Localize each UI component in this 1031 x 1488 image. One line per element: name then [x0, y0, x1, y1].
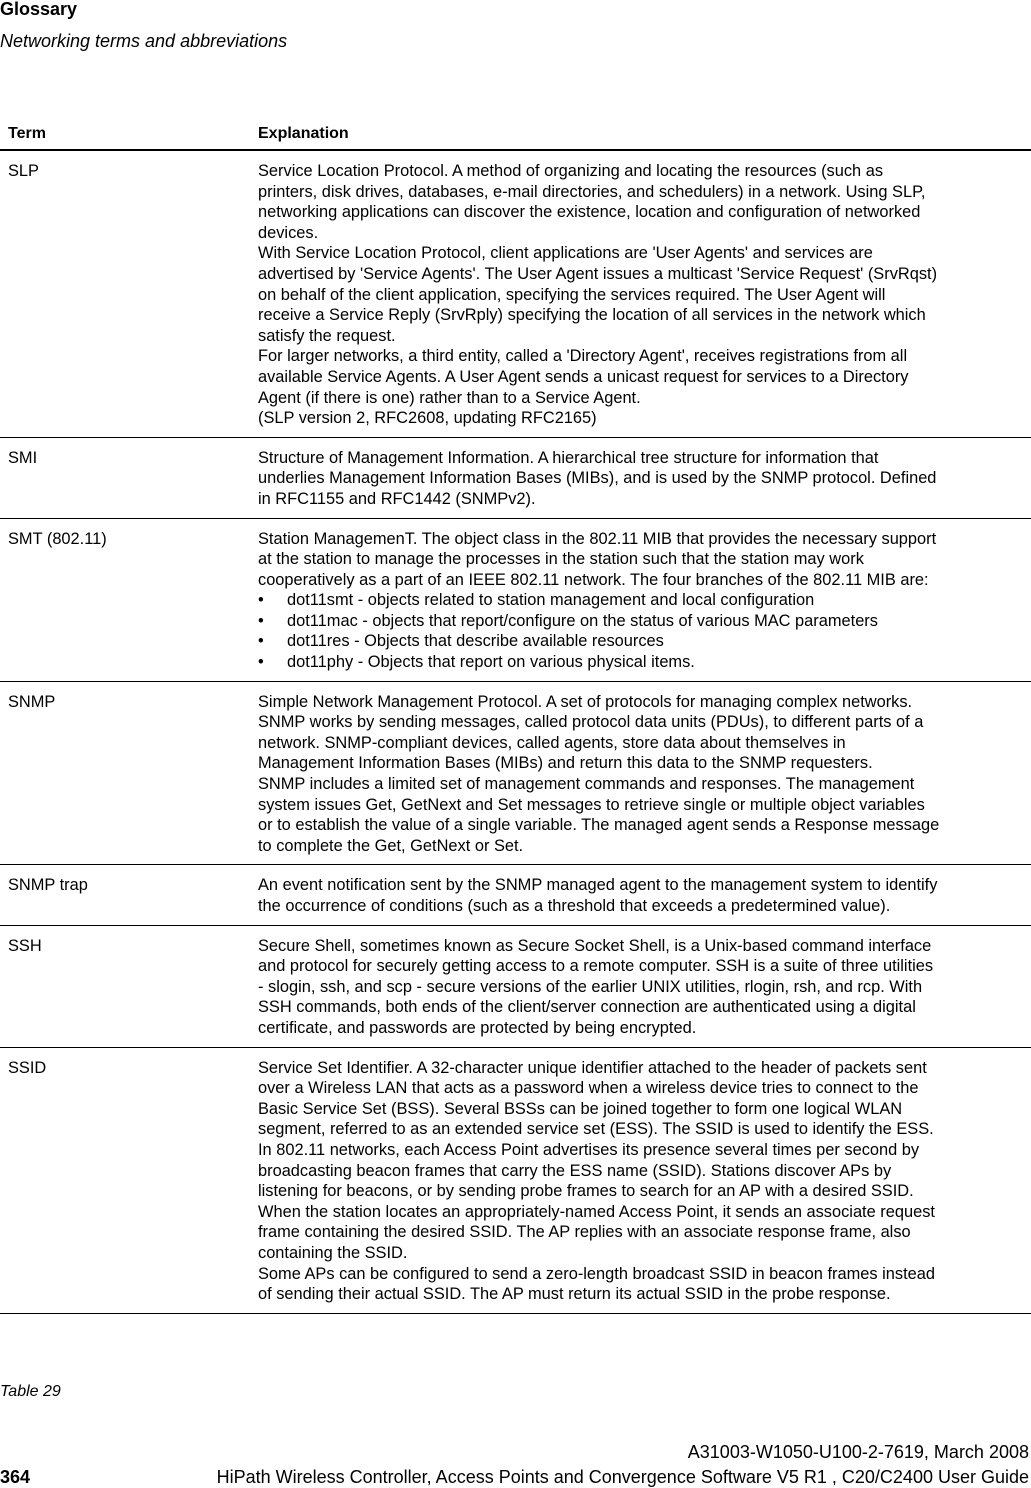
bullet-item: [258, 631, 1031, 652]
explanation-line: listening for beacons, or by sending probe frames to search for an AP with a desired SSID.: [258, 1182, 914, 1201]
explanation-line: to complete the Get, GetNext or Set.: [258, 836, 524, 855]
bullet-text: dot11res - Objects that describe available resources: [287, 632, 664, 651]
explanation-line: and protocol for securely getting access to a remote computer. SSH is a suite of three utilities: [258, 957, 934, 976]
explanation-line: available Service Agents. A User Agent sends a unicast request for services to a Directory: [258, 367, 909, 386]
explanation-line: or to establish the value of a single variable. The managed agent sends a Response message: [258, 816, 940, 835]
explanation-line: Service Set Identifier. A 32-character unique identifier attached to the header of packets sent: [258, 1058, 927, 1077]
explanation-line: When the station locates an appropriately-named Access Point, it sends an associate request: [258, 1202, 935, 1221]
explanation-cell: [258, 1058, 1031, 1305]
bullet-icon: •: [258, 591, 264, 610]
bullet-item: [258, 652, 1031, 673]
explanation-line: segment, referred to as an extended service set (ESS). The SSID is used to identify the ESS.: [258, 1120, 934, 1139]
explanation-line: advertised by 'Service Agents'. The User Agent issues a multicast 'Service Request' (SrvRqst): [258, 264, 938, 283]
explanation-line: An event notification sent by the SNMP managed agent to the management system to identify: [258, 876, 938, 895]
explanation-line: SSH commands, both ends of the client/server connection are authenticated using a digital: [258, 998, 916, 1017]
explanation-cell: [258, 448, 1031, 510]
explanation-line: system issues Get, GetNext and Set messages to retrieve single or multiple object variables: [258, 795, 925, 814]
explanation-cell: [258, 529, 1031, 673]
explanation-line: underlies Management Information Bases (MIBs), and is used by the SNMP protocol. Defined: [258, 469, 937, 488]
explanation-line: cooperatively as a part of an IEEE 802.11 network. The four branches of the 802.11 MIB are:: [258, 570, 929, 589]
explanation-line: SNMP includes a limited set of management commands and responses. The management: [258, 775, 915, 794]
bullet-text: dot11smt - objects related to station management and local configuration: [287, 591, 815, 610]
explanation-cell: [258, 692, 1031, 857]
glossary-table: [0, 115, 1031, 1314]
explanation-line: devices.: [258, 223, 319, 242]
explanation-line: receive a Service Reply (SrvRply) specifying the location of all services in the network which: [258, 306, 926, 325]
footer-page-number: 364: [0, 1467, 31, 1487]
table-row: [0, 926, 1031, 1048]
term-cell: SMT (802.11): [8, 529, 107, 548]
bullet-icon: •: [258, 632, 264, 651]
table-row: [0, 519, 1031, 682]
table-row: [0, 1048, 1031, 1314]
footer-guide-title: HiPath Wireless Controller, Access Points and Convergence Software V5 R1 , C20/C2400 User Guide: [216, 1467, 1029, 1487]
explanation-line: containing the SSID.: [258, 1243, 408, 1262]
table-row: [0, 151, 1031, 438]
explanation-line: With Service Location Protocol, client applications are 'User Agents' and services are: [258, 244, 873, 263]
explanation-line: in RFC1155 and RFC1442 (SNMPv2).: [258, 489, 536, 508]
page-title: Glossary: [0, 0, 78, 19]
explanation-line: of sending their actual SSID. The AP must return its actual SSID in the probe response.: [258, 1285, 891, 1304]
explanation-line: Station ManagemenT. The object class in the 802.11 MIB that provides the necessary support: [258, 529, 937, 548]
explanation-line: - slogin, ssh, and scp - secure versions of the earlier UNIX utilities, rlogin, rsh, and rcp. With: [258, 977, 923, 996]
explanation-line: printers, disk drives, databases, e-mail directories, and schedulers) in a network. Using SLP,: [258, 182, 926, 201]
explanation-line: In 802.11 networks, each Access Point advertises its presence several times per second by: [258, 1140, 920, 1159]
explanation-line: Agent (if there is one) rather than to a Service Agent.: [258, 388, 641, 407]
bullet-item: [258, 590, 1031, 611]
table-row: [0, 682, 1031, 866]
explanation-line: Basic Service Set (BSS). Several BSSs can be joined together to form one logical WLAN: [258, 1099, 903, 1118]
column-header-explanation: Explanation: [258, 125, 349, 142]
explanation-line: (SLP version 2, RFC2608, updating RFC2165): [258, 409, 597, 428]
explanation-line: networking applications can discover the existence, location and configuration of networked: [258, 203, 921, 222]
bullet-icon: •: [258, 653, 264, 672]
explanation-line: network. SNMP-compliant devices, called agents, store data about themselves in: [258, 733, 846, 752]
explanation-line: For larger networks, a third entity, called a 'Directory Agent', receives registrations from all: [258, 347, 908, 366]
explanation-line: Secure Shell, sometimes known as Secure Socket Shell, is a Unix-based command interface: [258, 936, 932, 955]
explanation-line: Service Location Protocol. A method of organizing and locating the resources (such as: [258, 162, 884, 180]
explanation-line: Management Information Bases (MIBs) and return this data to the SNMP requesters.: [258, 754, 873, 773]
explanation-line: at the station to manage the processes in the station such that the station may work: [258, 550, 864, 569]
bullet-item: [258, 611, 1031, 632]
bullet-text: dot11mac - objects that report/configure on the status of various MAC parameters: [287, 611, 878, 630]
explanation-line: broadcasting beacon frames that carry the ESS name (SSID). Stations discover APs by: [258, 1161, 892, 1180]
explanation-line: Some APs can be configured to send a zero-length broadcast SSID in beacon frames instead: [258, 1264, 935, 1283]
explanation-line: frame containing the desired SSID. The AP replies with an associate response frame, also: [258, 1223, 911, 1242]
column-header-term: Term: [8, 125, 46, 142]
explanation-line: satisfy the request.: [258, 326, 396, 345]
term-cell: SLP: [8, 162, 39, 180]
page-subtitle: Networking terms and abbreviations: [0, 31, 288, 51]
explanation-line: Structure of Management Information. A hierarchical tree structure for information that: [258, 448, 879, 467]
bullet-text: dot11phy - Objects that report on various physical items.: [287, 653, 695, 672]
explanation-cell: [258, 936, 1031, 1039]
table-body: [0, 151, 1031, 1314]
term-cell: SSH: [8, 936, 42, 955]
table-row: [0, 865, 1031, 925]
footer-doc-id: A31003-W1050-U100-2-7619, March 2008: [687, 1442, 1029, 1462]
table-caption: Table 29: [0, 1383, 61, 1400]
bullet-icon: •: [258, 611, 264, 630]
explanation-line: Simple Network Management Protocol. A set of protocols for managing complex networks.: [258, 692, 913, 711]
explanation-line: on behalf of the client application, specifying the services required. The User Agent will: [258, 285, 886, 304]
term-cell: SMI: [8, 448, 38, 467]
explanation-line: certificate, and passwords are protected by being encrypted.: [258, 1018, 697, 1037]
explanation-line: over a Wireless LAN that acts as a password when a wireless device tries to connect to the: [258, 1079, 919, 1098]
explanation-cell: [258, 161, 1031, 429]
term-cell: SNMP trap: [8, 876, 88, 895]
term-cell: SSID: [8, 1058, 47, 1077]
table-header-row: [0, 115, 1031, 151]
table-row: [0, 438, 1031, 519]
explanation-cell: [258, 875, 1031, 916]
term-cell: SNMP: [8, 692, 56, 711]
explanation-line: the occurrence of conditions (such as a threshold that exceeds a predetermined value).: [258, 897, 891, 915]
explanation-line: SNMP works by sending messages, called protocol data units (PDUs), to different parts of a: [258, 713, 924, 732]
